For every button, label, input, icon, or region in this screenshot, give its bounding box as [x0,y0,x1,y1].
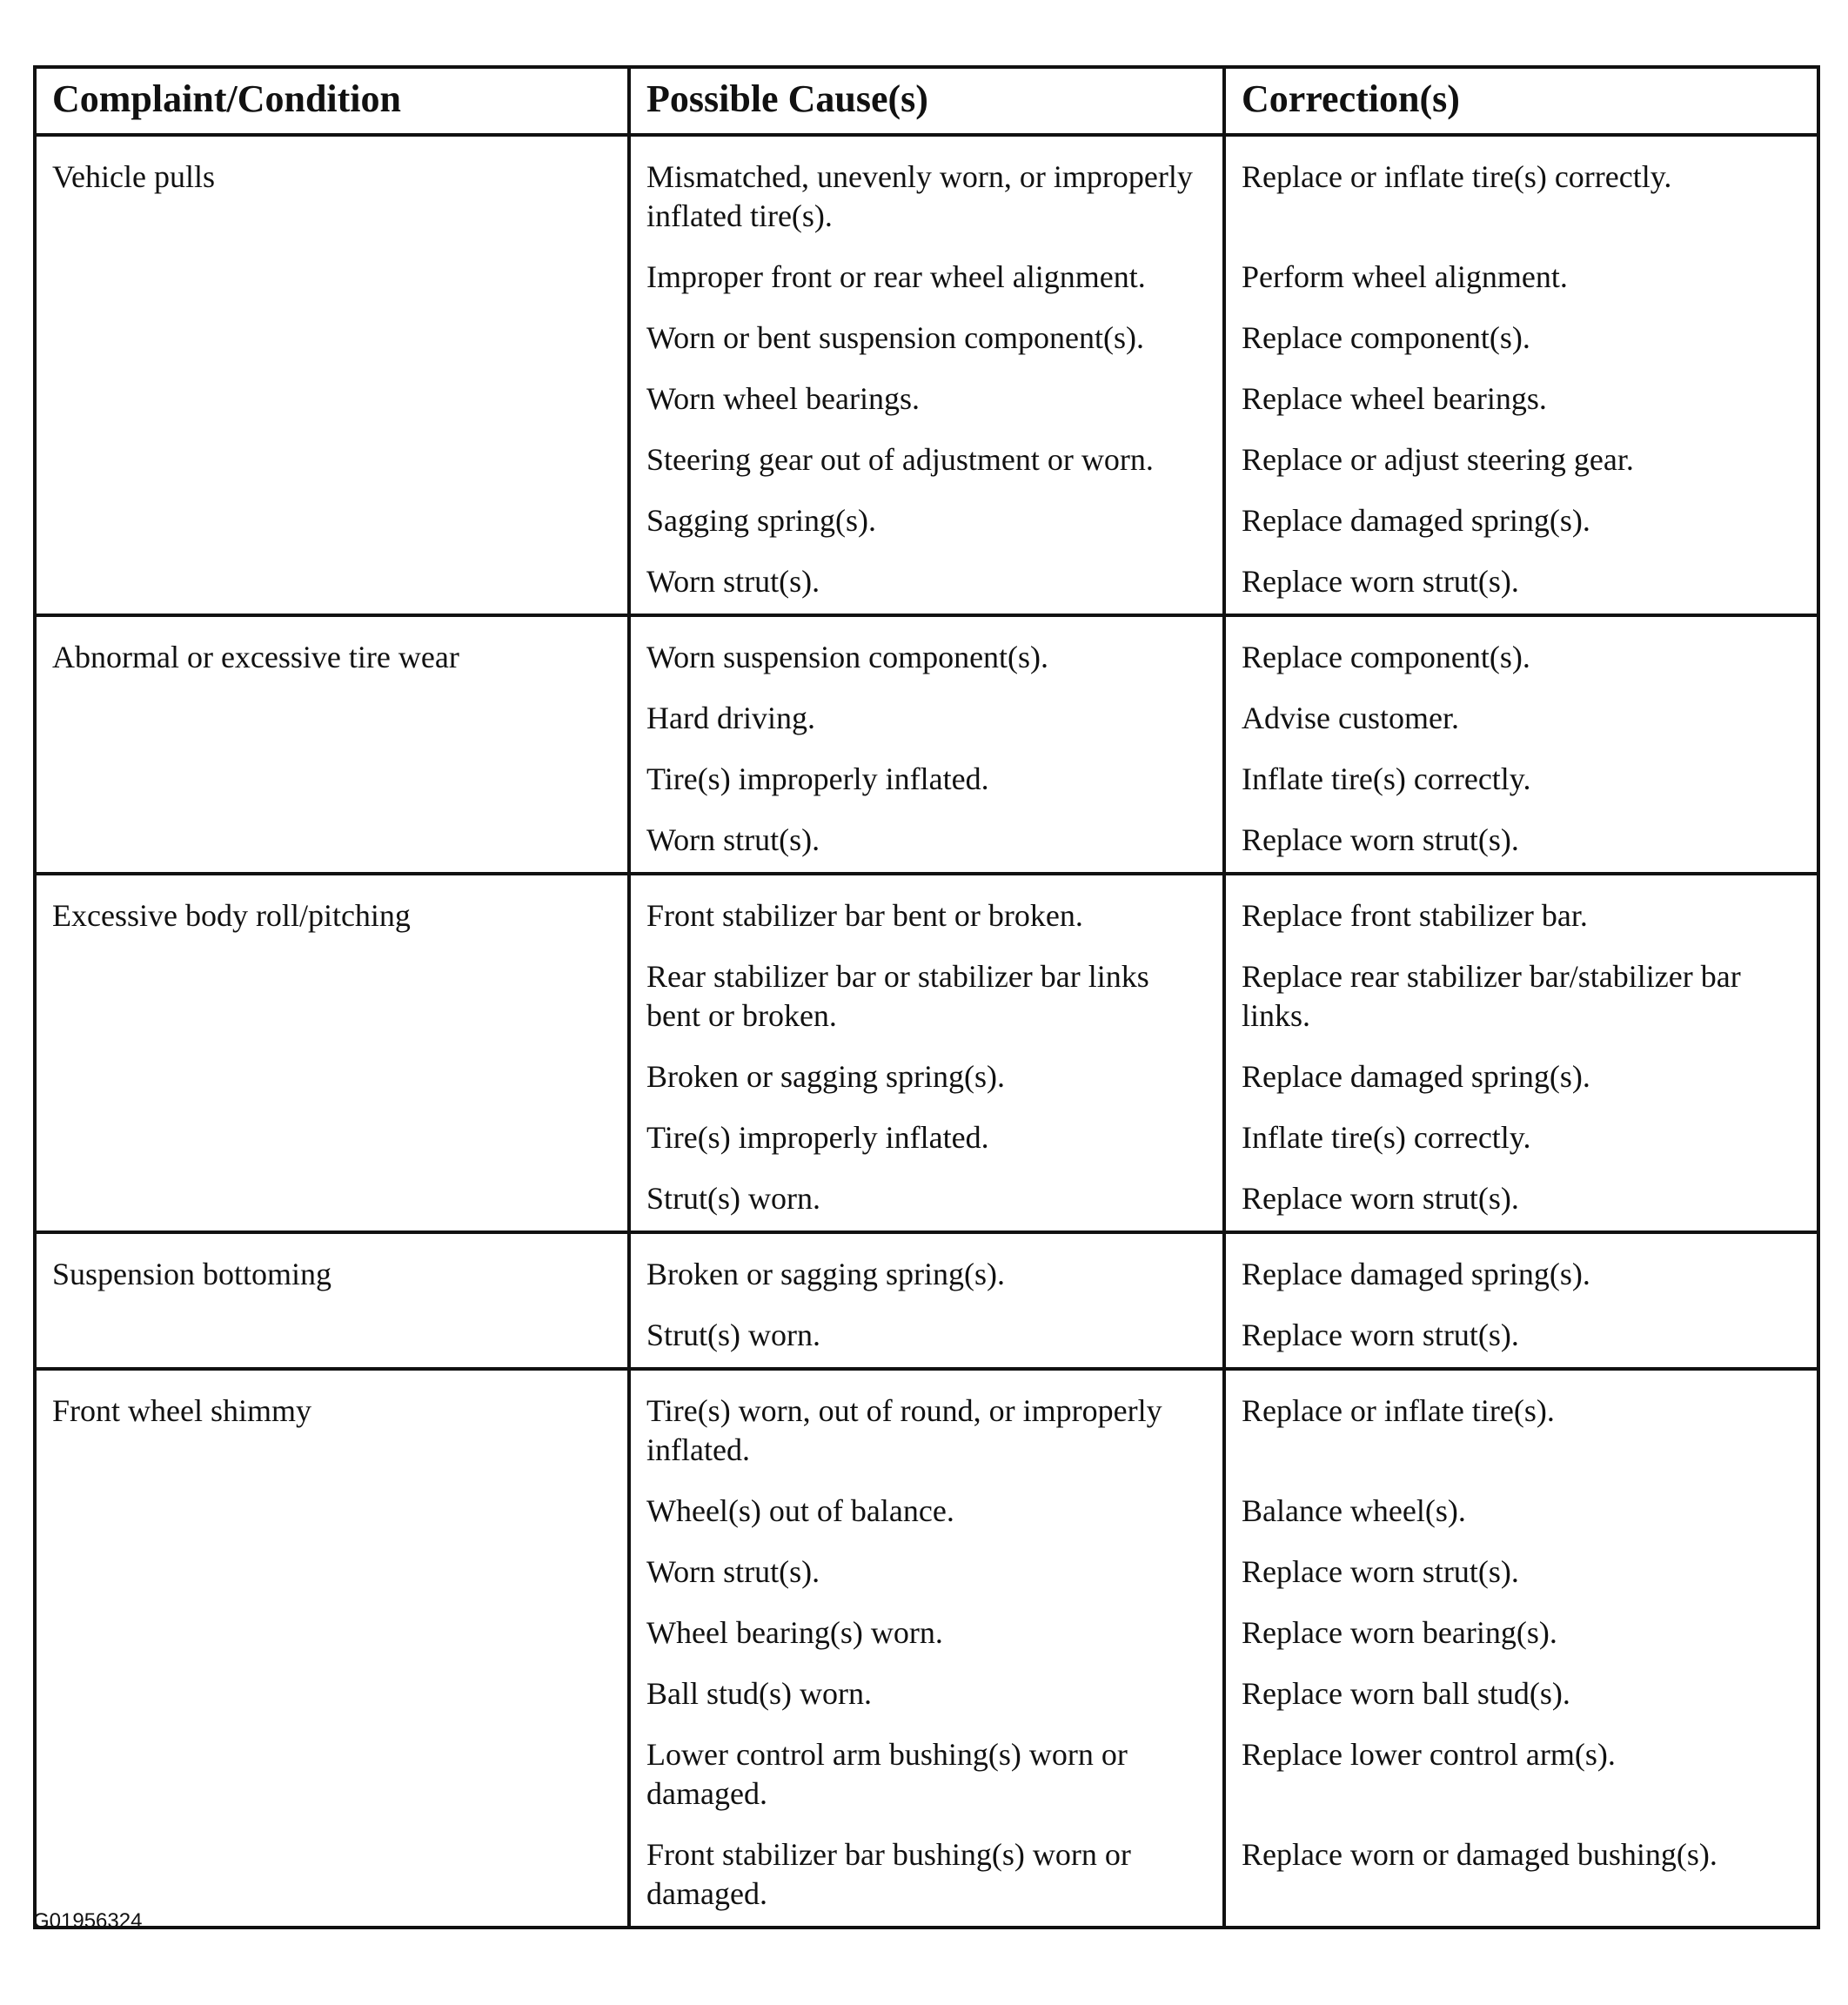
correction-cell: Replace or inflate tire(s). [1224,1369,1818,1471]
header-correction: Correction(s) [1224,67,1818,135]
complaint-cell: Vehicle pulls [35,135,629,615]
correction-cell: Replace or adjust steering gear. [1224,419,1818,480]
correction-cell: Replace worn bearing(s). [1224,1593,1818,1653]
cause-cell: Rear stabilizer bar or stabilizer bar links bent or broken. [629,936,1224,1036]
correction-cell: Replace worn strut(s). [1224,800,1818,874]
correction-cell: Replace worn strut(s). [1224,1295,1818,1369]
cause-cell: Worn suspension component(s). [629,615,1224,678]
complaint-group-suspension-bottoming [35,1232,1818,1369]
header-row [35,67,1818,135]
table-row [35,135,1818,237]
cause-cell: Strut(s) worn. [629,1158,1224,1232]
correction-cell: Replace damaged spring(s). [1224,1232,1818,1295]
correction-cell: Replace worn or damaged bushing(s). [1224,1814,1818,1928]
complaint-cell: Front wheel shimmy [35,1369,629,1928]
correction-cell: Replace damaged spring(s). [1224,1036,1818,1097]
cause-cell: Strut(s) worn. [629,1295,1224,1369]
correction-cell: Inflate tire(s) correctly. [1224,1097,1818,1158]
cause-cell: Mismatched, unevenly worn, or improperly inflated tire(s). [629,135,1224,237]
header-cause: Possible Cause(s) [629,67,1224,135]
cause-cell: Steering gear out of adjustment or worn. [629,419,1224,480]
correction-cell: Replace wheel bearings. [1224,359,1818,419]
cause-cell: Worn wheel bearings. [629,359,1224,419]
correction-cell: Replace worn strut(s). [1224,541,1818,615]
complaint-cell: Suspension bottoming [35,1232,629,1369]
complaint-group-body-roll [35,874,1818,1232]
complaint-group-vehicle-pulls [35,135,1818,615]
cause-cell: Sagging spring(s). [629,480,1224,541]
cause-cell: Front stabilizer bar bushing(s) worn or damaged. [629,1814,1224,1928]
cause-cell: Worn strut(s). [629,541,1224,615]
correction-cell: Replace damaged spring(s). [1224,480,1818,541]
correction-cell: Balance wheel(s). [1224,1471,1818,1532]
cause-cell: Wheel bearing(s) worn. [629,1593,1224,1653]
cause-cell: Hard driving. [629,678,1224,739]
cause-cell: Tire(s) worn, out of round, or improperly inflated. [629,1369,1224,1471]
correction-cell: Replace worn strut(s). [1224,1158,1818,1232]
cause-cell: Worn strut(s). [629,1532,1224,1593]
table-row [35,615,1818,678]
cause-cell: Broken or sagging spring(s). [629,1036,1224,1097]
header-complaint: Complaint/Condition [35,67,629,135]
cause-cell: Worn strut(s). [629,800,1224,874]
correction-cell: Inflate tire(s) correctly. [1224,739,1818,800]
cause-cell: Worn or bent suspension component(s). [629,298,1224,359]
correction-cell: Perform wheel alignment. [1224,237,1818,298]
correction-cell: Replace worn strut(s). [1224,1532,1818,1593]
correction-cell: Replace component(s). [1224,615,1818,678]
cause-cell: Broken or sagging spring(s). [629,1232,1224,1295]
correction-cell: Advise customer. [1224,678,1818,739]
complaint-group-tire-wear [35,615,1818,874]
correction-cell: Replace front stabilizer bar. [1224,874,1818,936]
cause-cell: Front stabilizer bar bent or broken. [629,874,1224,936]
correction-cell: Replace rear stabilizer bar/stabilizer bar links. [1224,936,1818,1036]
diagnosis-chart [33,65,1817,1929]
correction-cell: Replace or inflate tire(s) correctly. [1224,135,1818,237]
complaint-cell: Excessive body roll/pitching [35,874,629,1232]
cause-cell: Ball stud(s) worn. [629,1653,1224,1714]
correction-cell: Replace worn ball stud(s). [1224,1653,1818,1714]
correction-cell: Replace component(s). [1224,298,1818,359]
complaint-group-front-wheel-shimmy [35,1369,1818,1928]
table-row [35,874,1818,936]
diagnosis-table [33,65,1820,1929]
figure-code: G01956324 [33,1909,143,1933]
cause-cell: Wheel(s) out of balance. [629,1471,1224,1532]
cause-cell: Tire(s) improperly inflated. [629,1097,1224,1158]
cause-cell: Lower control arm bushing(s) worn or damaged. [629,1714,1224,1814]
table-header [35,67,1818,135]
cause-cell: Tire(s) improperly inflated. [629,739,1224,800]
complaint-cell: Abnormal or excessive tire wear [35,615,629,874]
correction-cell: Replace lower control arm(s). [1224,1714,1818,1814]
cause-cell: Improper front or rear wheel alignment. [629,237,1224,298]
table-row [35,1232,1818,1295]
table-row [35,1369,1818,1471]
